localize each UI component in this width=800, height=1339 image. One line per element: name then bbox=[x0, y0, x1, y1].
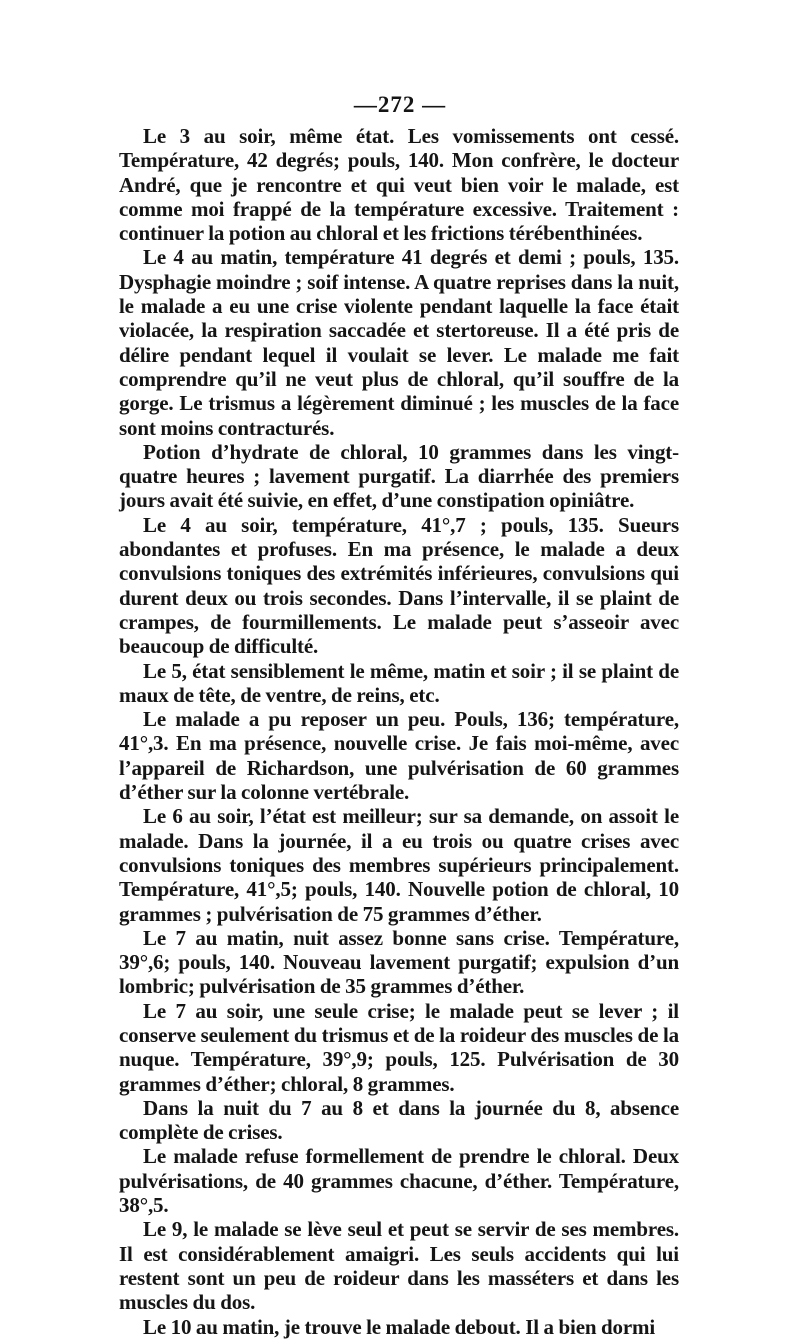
paragraph: Le malade refuse formellement de prendre le chloral. Deux pulvérisations, de 40 grammes chacune, d’éther. Température, 38°,5. bbox=[119, 1144, 679, 1218]
paragraph: Le 10 au matin, je trouve le malade debout. Il a bien dormi bbox=[143, 1314, 656, 1339]
paragraph: Le 5, état sensiblement le même, matin et soir ; il se plaint de maux de tête, de ventre, de reins, etc. bbox=[119, 658, 679, 707]
paragraph: Le malade a pu reposer un peu. Pouls, 136; température, 41°,3. En ma présence, nouvelle crise. Je fais moi-même, avec l’appareil de Richardson, une pulvérisation de 60 grammes d’éther sur la colonne vertébrale. bbox=[119, 707, 679, 805]
paragraph: Potion d’hydrate de chloral, 10 grammes dans les vingt-quatre heures ; lavement purgatif. La diarrhée des premiers jours avait été suivie, en effet, d’une constipation opiniâtre. bbox=[119, 439, 679, 513]
paragraph: Le 7 au matin, nuit assez bonne sans crise. Température, 39°,6; pouls, 140. Nouveau lavement purgatif; expulsion d’un lombric; pulvérisation de 35 grammes d’éther. bbox=[119, 925, 679, 999]
paragraph: Le 9, le malade se lève seul et peut se servir de ses membres. Il est considérablement amaigri. Les seuls accidents qui lui restent sont un peu de roideur dans les masséters et dans les muscles du dos. bbox=[119, 1217, 679, 1315]
paragraph: Le 4 au soir, température, 41°,7 ; pouls, 135. Sueurs abondantes et profuses. En ma présence, le malade a deux convulsions toniques des extrémités inférieures, convulsions qui durent deux ou trois secondes. Dans l’intervalle, il se plaint de crampes, de fourmillements. Le malade peut s’asseoir avec beaucoup de difficulté. bbox=[119, 512, 679, 659]
body-text bbox=[119, 124, 679, 1339]
paragraph: Dans la nuit du 7 au 8 et dans la journée du 8, absence complète de crises. bbox=[119, 1095, 679, 1145]
paragraph: Le 4 au matin, température 41 degrés et demi ; pouls, 135. Dysphagie moindre ; soif intense. A quatre reprises dans la nuit, le malade a eu une crise violente pendant laquelle la face était violacée, la respiration saccadée et stertoreuse. Il a été pris de délire pendant lequel il voulait se lever. Le malade me fait comprendre qu’il ne veut plus de chloral, qu’il souffre de la gorge. Le trismus a légèrement diminué ; les muscles de la face sont moins contracturés. bbox=[119, 245, 679, 440]
page-number: —272 — bbox=[353, 92, 447, 117]
paragraph: Le 7 au soir, une seule crise; le malade peut se lever ; il conserve seulement du trismus et de la roideur des muscles de la nuque. Température, 39°,9; pouls, 125. Pulvérisation de 30 grammes d’éther; chloral, 8 grammes. bbox=[119, 998, 679, 1096]
paragraph: Le 3 au soir, même état. Les vomissements ont cessé. Température, 42 degrés; pouls, 140. Mon confrère, le docteur André, que je rencontre et qui veut bien voir le malade, est comme moi frappé de la température excessive. Traitement : continuer la potion au chloral et les frictions térébenthinées. bbox=[119, 124, 679, 246]
paragraph: Le 6 au soir, l’état est meilleur; sur sa demande, on assoit le malade. Dans la journée, il a eu trois ou quatre crises avec convulsions toniques des membres supérieurs principalement. Température, 41°,5; pouls, 140. Nouvelle potion de chloral, 10 grammes ; pulvérisation de 75 grammes d’éther. bbox=[119, 804, 679, 926]
